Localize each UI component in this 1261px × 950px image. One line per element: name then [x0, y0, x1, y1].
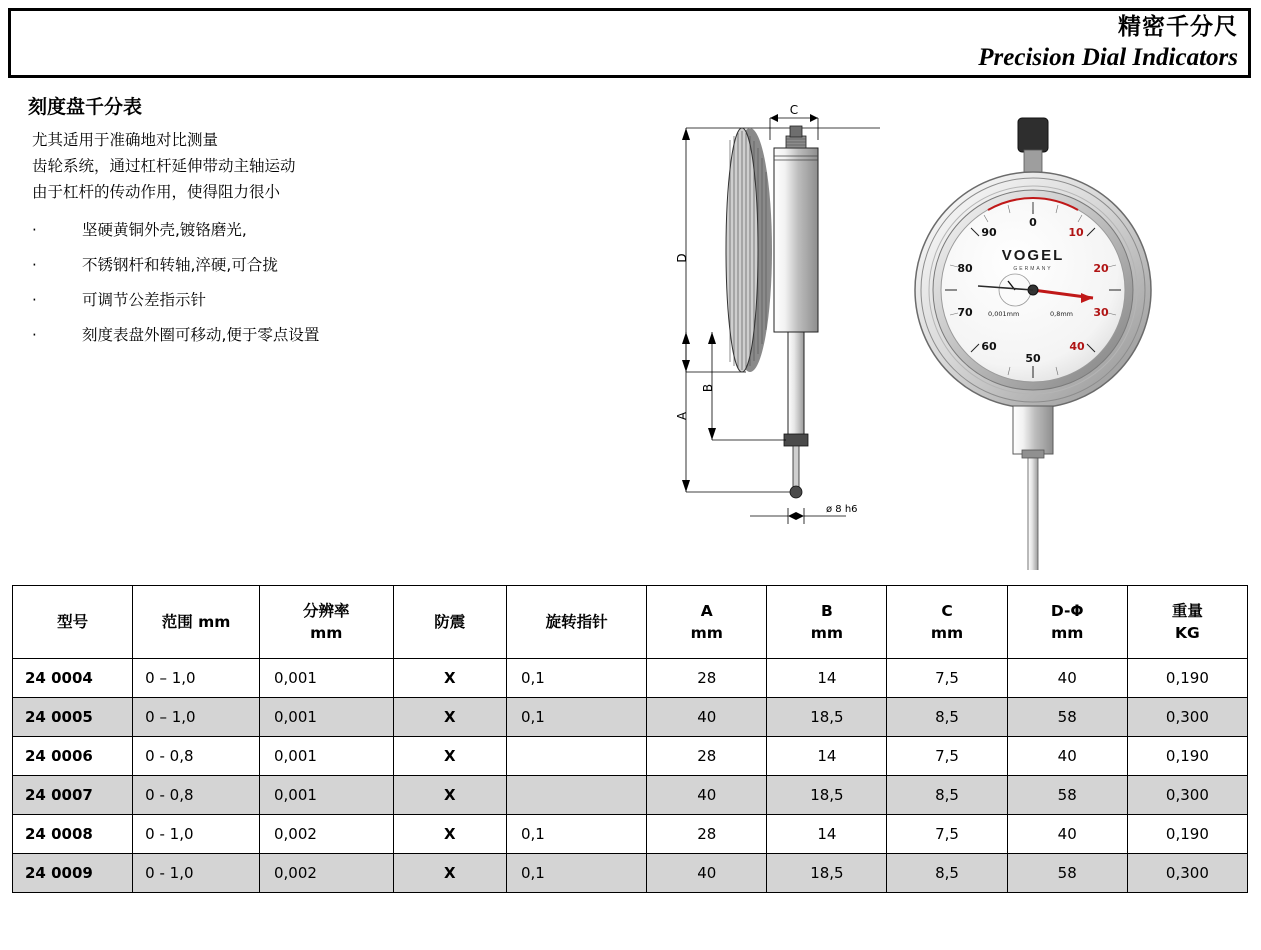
cell-resolution: 0,001 — [259, 698, 393, 737]
cell-shockproof: X — [393, 776, 506, 815]
cell-a: 28 — [647, 737, 767, 776]
cell-rotating: 0,1 — [506, 659, 646, 698]
cell-weight: 0,300 — [1127, 776, 1247, 815]
cell-resolution: 0,001 — [259, 659, 393, 698]
cell-shockproof: X — [393, 815, 506, 854]
dim-shaft-label: ø 8 h6 — [826, 504, 858, 515]
bullet-dot-icon: · — [32, 291, 37, 309]
feature-label: 可调节公差指示针 — [82, 291, 207, 309]
feature-list — [28, 213, 628, 353]
list-item — [28, 318, 628, 353]
column-header-sub: KG — [1175, 624, 1200, 642]
bullet-dot-icon: · — [32, 256, 37, 274]
specifications-table — [12, 585, 1248, 893]
list-item — [28, 213, 628, 248]
list-item — [28, 283, 628, 318]
column-header-resolution — [259, 586, 393, 659]
dial-caption-left: 0,001mm — [988, 310, 1020, 318]
cell-d: 40 — [1007, 659, 1127, 698]
illustration-svg — [650, 100, 1250, 570]
cell-a: 28 — [647, 815, 767, 854]
cell-a: 40 — [647, 776, 767, 815]
table-row — [13, 659, 1248, 698]
dial-number-80: 80 — [957, 262, 973, 275]
table-row — [13, 698, 1248, 737]
column-header-sub: mm — [810, 624, 844, 642]
cell-range: 0 - 0,8 — [133, 737, 260, 776]
bullet-dot-icon: · — [32, 326, 37, 344]
cell-d: 40 — [1007, 737, 1127, 776]
column-header-shockproof — [393, 586, 506, 659]
column-header-weight — [1127, 586, 1247, 659]
brand-sub-label: GERMANY — [1013, 266, 1053, 272]
column-header-main: 分辨率 — [302, 602, 350, 620]
cell-a: 40 — [647, 698, 767, 737]
cell-c: 8,5 — [887, 854, 1007, 893]
column-header-main: B — [820, 602, 833, 620]
cell-resolution: 0,002 — [259, 815, 393, 854]
table-row — [13, 815, 1248, 854]
column-header-range — [133, 586, 260, 659]
header-title-english: Precision Dial Indicators — [978, 44, 1238, 71]
feature-label: 坚硬黄铜外壳,镀铬磨光, — [82, 221, 247, 239]
cell-rotating: 0,1 — [506, 854, 646, 893]
column-header-a — [647, 586, 767, 659]
cell-shockproof: X — [393, 659, 506, 698]
cell-weight: 0,190 — [1127, 737, 1247, 776]
table-row — [13, 737, 1248, 776]
cell-shockproof: X — [393, 698, 506, 737]
cell-shockproof: X — [393, 737, 506, 776]
cell-model: 24 0007 — [13, 776, 133, 815]
dim-c-label: C — [789, 103, 799, 117]
table-row — [13, 854, 1248, 893]
cell-a: 28 — [647, 659, 767, 698]
cell-d: 40 — [1007, 815, 1127, 854]
dim-a-label: A — [675, 411, 689, 421]
cell-model: 24 0005 — [13, 698, 133, 737]
cell-model: 24 0008 — [13, 815, 133, 854]
cell-d: 58 — [1007, 776, 1127, 815]
cell-model: 24 0006 — [13, 737, 133, 776]
cell-c: 7,5 — [887, 815, 1007, 854]
column-header-main: 防震 — [434, 613, 466, 631]
product-description — [28, 92, 628, 353]
dial-number-70: 70 — [957, 306, 973, 319]
cell-range: 0 – 1,0 — [133, 659, 260, 698]
dial-number-20: 20 — [1093, 262, 1109, 275]
column-header-main: 范围 mm — [161, 613, 231, 631]
section-title: 刻度盘千分表 — [28, 96, 143, 118]
product-illustration — [650, 100, 1250, 560]
feature-label: 不锈钢杆和转轴,淬硬,可合拢 — [82, 256, 278, 274]
cell-rotating — [506, 776, 646, 815]
column-header-rotating-pointer — [506, 586, 646, 659]
cell-shockproof: X — [393, 854, 506, 893]
column-header-main: 旋转指针 — [545, 613, 608, 631]
dim-b-label: B — [701, 383, 715, 393]
column-header-sub: mm — [930, 624, 964, 642]
column-header-main: 重量 — [1171, 602, 1203, 620]
description-line-1: 尤其适用于准确地对比测量 — [32, 131, 219, 149]
column-header-d — [1007, 586, 1127, 659]
cell-model: 24 0004 — [13, 659, 133, 698]
cell-model: 24 0009 — [13, 854, 133, 893]
cell-range: 0 - 0,8 — [133, 776, 260, 815]
column-header-sub: mm — [310, 624, 343, 642]
header-title-chinese: 精密千分尺 — [1118, 14, 1238, 40]
dial-number-50: 50 — [1025, 352, 1041, 365]
page-header — [8, 8, 1251, 78]
cell-rotating — [506, 737, 646, 776]
column-header-sub: mm — [690, 624, 723, 642]
cell-b: 18,5 — [767, 698, 887, 737]
column-header-main: D-Φ — [1050, 602, 1084, 620]
cell-resolution: 0,001 — [259, 737, 393, 776]
cell-b: 18,5 — [767, 776, 887, 815]
cell-c: 8,5 — [887, 698, 1007, 737]
table-row — [13, 776, 1248, 815]
cell-c: 8,5 — [887, 776, 1007, 815]
column-header-main: C — [941, 602, 953, 620]
cell-range: 0 - 1,0 — [133, 854, 260, 893]
cell-rotating: 0,1 — [506, 698, 646, 737]
dial-number-60: 60 — [981, 340, 997, 353]
header-titles — [978, 13, 1238, 73]
column-header-b — [767, 586, 887, 659]
cell-range: 0 - 1,0 — [133, 815, 260, 854]
cell-range: 0 – 1,0 — [133, 698, 260, 737]
cell-c: 7,5 — [887, 737, 1007, 776]
description-line-2: 齿轮系统，通过杠杆延伸带动主轴运动 — [32, 157, 296, 175]
dial-number-0: 0 — [1029, 216, 1037, 229]
svg-text:D: D — [675, 253, 689, 263]
column-header-main: 型号 — [57, 613, 89, 631]
cell-b: 14 — [767, 815, 887, 854]
column-header-main: A — [700, 602, 713, 620]
feature-label: 刻度表盘外圈可移动,便于零点设置 — [82, 326, 320, 344]
cell-a: 40 — [647, 854, 767, 893]
cell-weight: 0,190 — [1127, 659, 1247, 698]
brand-label: VOGEL — [1001, 247, 1065, 264]
description-line-3: 由于杠杆的传动作用，使得阻力很小 — [32, 183, 281, 201]
cell-d: 58 — [1007, 698, 1127, 737]
specifications-table-wrapper — [12, 585, 1248, 893]
bullet-dot-icon: · — [32, 221, 37, 239]
column-header-sub: mm — [1051, 624, 1084, 642]
cell-weight: 0,190 — [1127, 815, 1247, 854]
cell-resolution: 0,001 — [259, 776, 393, 815]
list-item — [28, 248, 628, 283]
dial-number-30: 30 — [1093, 306, 1109, 319]
column-header-c — [887, 586, 1007, 659]
column-header-model — [13, 586, 133, 659]
cell-resolution: 0,002 — [259, 854, 393, 893]
cell-b: 18,5 — [767, 854, 887, 893]
cell-d: 58 — [1007, 854, 1127, 893]
cell-rotating: 0,1 — [506, 815, 646, 854]
cell-b: 14 — [767, 737, 887, 776]
cell-c: 7,5 — [887, 659, 1007, 698]
table-header-row — [13, 586, 1248, 659]
dial-number-90: 90 — [981, 226, 997, 239]
cell-weight: 0,300 — [1127, 698, 1247, 737]
dial-number-10: 10 — [1068, 226, 1084, 239]
cell-weight: 0,300 — [1127, 854, 1247, 893]
cell-b: 14 — [767, 659, 887, 698]
dial-number-40: 40 — [1069, 340, 1085, 353]
dial-caption-right: 0,8mm — [1050, 310, 1074, 318]
